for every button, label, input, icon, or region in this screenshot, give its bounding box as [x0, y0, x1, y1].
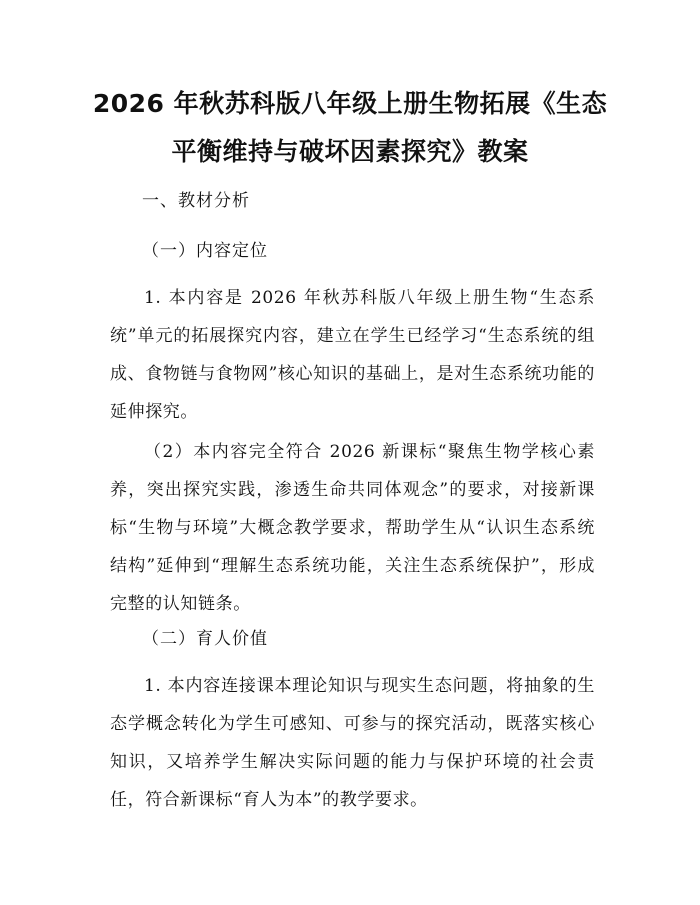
section-heading-teaching-material-analysis: 一、教材分析 [142, 191, 250, 211]
document-title-line-2: 平衡维持与破坏因素探究》教案 [171, 137, 529, 166]
paragraph-educational-value-1: 1. 本内容连接课本理论知识与现实生态问题，将抽象的生态学概念转化为学生可感知、可参与的探究活动，既落实核心知识，又培养学生解决实际问题的能力与保护环境的社会责任，符合新课标“育人为本”的教学要求。 [110, 676, 595, 810]
document-title-line-1: 2026 年秋苏科版八年级上册生物拓展《生态 [92, 89, 608, 118]
paragraph-content-positioning-1: 1. 本内容是 2026 年秋苏科版八年级上册生物“生态系统”单元的拓展探究内容，建立在学生已经学习“生态系统的组成、食物链与食物网”核心知识的基础上，是对生态系统功能的延伸探究。 [110, 288, 595, 422]
subsection-heading-content-positioning: （一）内容定位 [142, 241, 268, 261]
paragraph-content-positioning-2: （2）本内容完全符合 2026 新课标“聚焦生物学核心素养，突出探究实践，渗透生命共同体观念”的要求，对接新课标“生物与环境”大概念教学要求，帮助学生从“认识生态系统结构”延伸到“理解生态系统功能，关注生态系统保护”，形成完整的认知链条。 [110, 442, 595, 614]
subsection-heading-educational-value: （二）育人价值 [142, 629, 268, 649]
